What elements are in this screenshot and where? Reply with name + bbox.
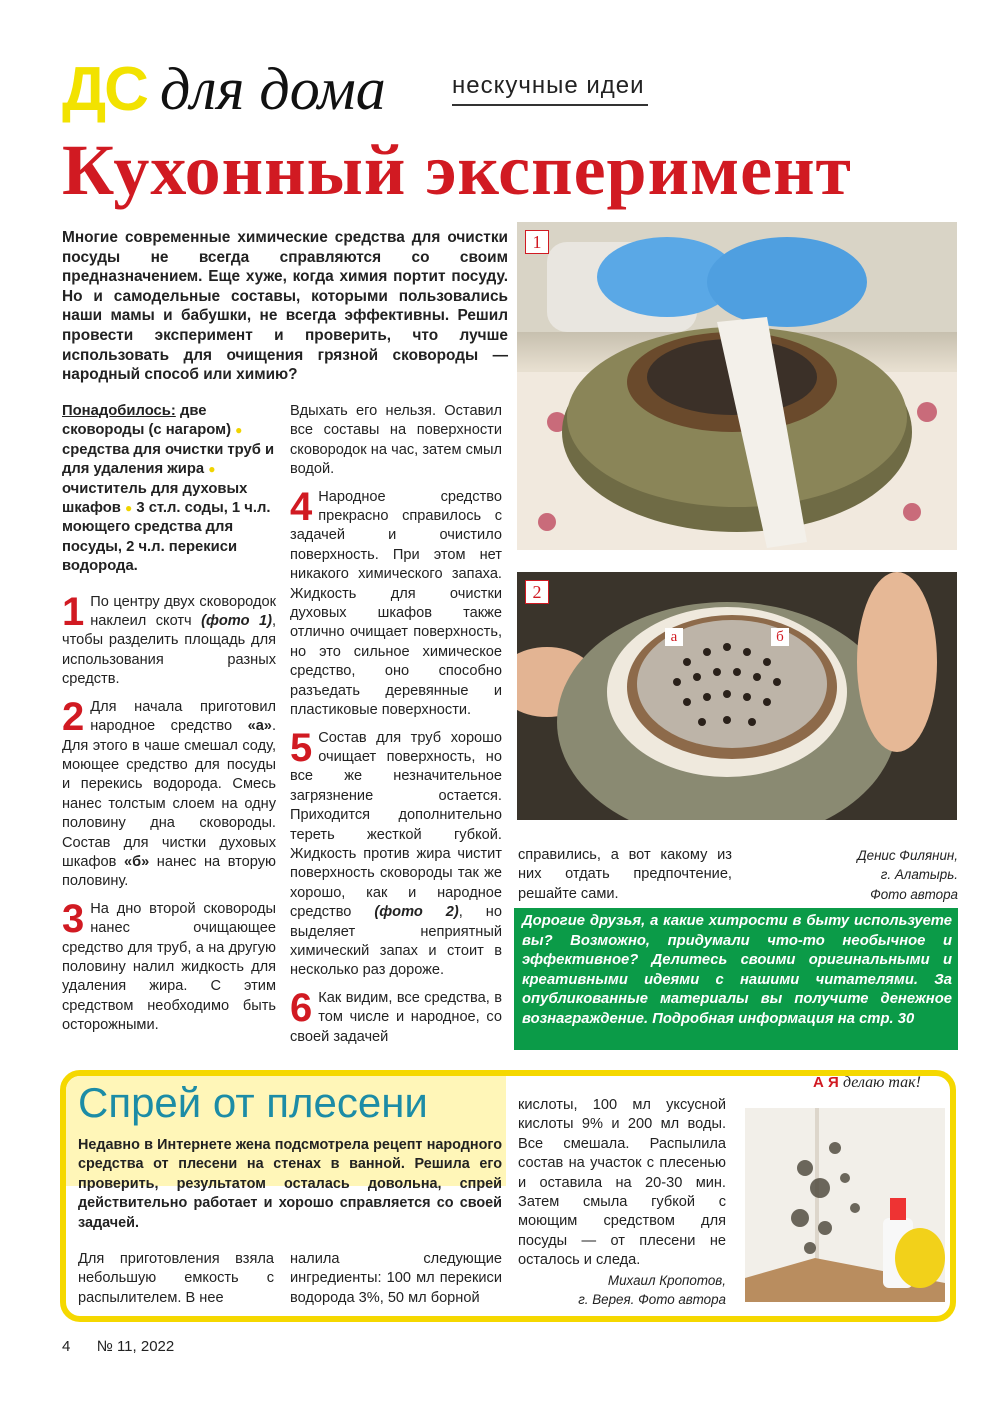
column-intro: Вдыхать его нельзя. Оставил все составы на поверхности сковородок на час, затем смыл водой.: [290, 403, 502, 478]
zone-label-a: а: [665, 628, 683, 646]
step-number: 1: [62, 589, 85, 634]
step-4: [290, 484, 502, 721]
step-text: На дно второй сковороды нанес очищающее средство для труб, а на другую половину налил жидкость для удаления жира. С этим средством необходимо быть осторожными.: [62, 900, 276, 1034]
photo-ref: (фото 2): [374, 904, 459, 921]
sidebar-article-title: Спрей от плесени: [78, 1079, 428, 1126]
step-number: 5: [290, 725, 313, 770]
step-text: , но выделяет неприятный химический запах и стоит в несколько раз дороже.: [290, 904, 502, 979]
step-number: 4: [290, 484, 313, 529]
step-3: [62, 896, 276, 1036]
mold-illustration: [745, 1108, 945, 1302]
bullet-icon: ●: [235, 423, 243, 438]
author-name: Михаил Кропотов,: [607, 1273, 726, 1288]
step-2: [62, 694, 276, 892]
promo-text: Дорогие друзья, а какие хитрости в быту используете вы? Возможно, придумали что-то необычное и эффективное? Делитесь своими оригинальными и креативными идеями с нашими читателями. За опубликованные материалы вы получите денежное вознаграждение. Подробная информация на стр. 30: [522, 913, 952, 1027]
section-tag-bold: А Я: [813, 1074, 839, 1091]
pan-illustration: [517, 222, 957, 550]
step-number: 6: [290, 985, 313, 1030]
author-credit: [830, 846, 958, 904]
bullet-icon: ●: [208, 462, 216, 477]
needed-item: средства для очистки труб и для удаления жира: [62, 441, 275, 478]
article-column-3: справились, а вот какому из них отдать предпочтение, решайте сами.: [518, 847, 732, 902]
article-lead: Многие современные химические средства для очистки посуды не всегда справляются со своим предназначением. Еще хуже, когда химия портит посуду. Но и самодельные составы, которыми пользовались наши мамы и бабушки, не всегда эффективны. Решил провести эксперимент и проверить, что лучше использовать для очищения грязной сковороды — народный способ или химию?: [62, 229, 508, 384]
rubric-title: для дома: [160, 56, 386, 122]
photo-credit: Фото автора: [870, 886, 958, 902]
needed-item: две сковороды (с нагаром): [62, 403, 232, 439]
issue-number: № 11, 2022: [96, 1338, 175, 1355]
rubric-underline: [452, 104, 648, 106]
agent-ref: «б»: [123, 853, 150, 870]
step-text: Народное средство прекрасно справилось с задачей и очистило поверхность. При этом нет никакого химического запаха. Жидкость для очистки духовых шкафов также отлично очищает поверхность, но это сильное химическое средство, оно способно разъедать деревянные и пластиковые поверхности.: [290, 488, 502, 719]
needed-item: 3 ст.л. соды, 1 ч.л. моющего средства для посуды, 2 ч.л. перекиси водорода.: [62, 500, 271, 575]
photo-number: 2: [525, 580, 549, 604]
photo-mold-wall: [745, 1108, 945, 1302]
step-text: По центру двух сковородок наклеил скотч: [90, 593, 276, 630]
step-6: [290, 985, 502, 1047]
step-text: , чтобы разделить площадь для использования разных средств.: [62, 613, 277, 688]
brand-logo: ДС: [62, 55, 147, 124]
step-5: [290, 725, 502, 981]
author-city: г. Верея. Фото автора: [578, 1292, 726, 1308]
section-tag-rest: делаю так!: [842, 1074, 921, 1091]
section-tag: [813, 1074, 921, 1092]
photo-pan-tape: [517, 222, 957, 550]
step-1: [62, 589, 277, 690]
needed-item: очиститель для духовых шкафов: [62, 480, 248, 517]
step-text: Как видим, все средства, в том числе и народное, со своей задачей: [290, 989, 502, 1045]
step-text: . Для этого в чаше смешал соду, моющее средство для посуды и перекись водорода. Смесь нанес толстым слоем на одну половину дна сковороды. Состав для чистки духовых шкафов: [62, 718, 276, 870]
author-city: г. Алатырь.: [880, 867, 958, 883]
sidebar-column-1: Для приготовления взяла небольшую емкость с распылителем. В нее: [78, 1251, 274, 1306]
reader-promo-box: [514, 908, 958, 1050]
photo-ref: (фото 1): [201, 613, 272, 630]
rubric-subtitle: нескучные идеи: [452, 72, 645, 99]
page-number: 4: [62, 1338, 71, 1355]
step-number: 2: [62, 694, 85, 739]
author-name: Денис Филянин,: [857, 848, 958, 863]
step-text: нанес на вторую половину.: [62, 853, 276, 890]
needed-list: [62, 402, 276, 577]
sidebar-author-credit: [540, 1271, 726, 1310]
needed-label: Понадобилось:: [62, 403, 176, 419]
sidebar-article-lead: Недавно в Интернете жена подсмотрела рецепт народного средства от плесени на стенах в ванной. Решила его проверить, результатом осталась довольна, спрей действительно работает и хорошо справляется со своей задачей.: [78, 1137, 502, 1231]
step-text: Состав для труб хорошо очищает поверхность, но все же незначительное загрязнение остается. Приходится дополнительно тереть жесткой губкой. Жидкость против жира чистит поверхность сковороды так же хорошо, как и народное средство: [290, 729, 502, 921]
page-footer: [62, 1338, 174, 1355]
sidebar-column-2: налила следующие ингредиенты: 100 мл перекиси водорода 3%, 50 мл борной: [290, 1251, 502, 1306]
zone-label-b: б: [771, 628, 789, 646]
step-text: Для начала приготовил народное средство: [90, 698, 276, 735]
bullet-icon: ●: [124, 501, 133, 516]
agent-ref: «а»: [247, 718, 272, 735]
article-column-2: [290, 402, 502, 1047]
article-column-1: [62, 402, 276, 1036]
photo-pan-result: [517, 572, 957, 820]
photo-number: 1: [525, 230, 549, 254]
sidebar-column-3: кислоты, 100 мл уксусной кислоты 9% и 200 мл воды. Все смешала. Распылила состав на участок с плесенью и оставила на 20-30 мин. Затем смыла губкой с моющим средством для посуды — от плесени не осталось и следа.: [518, 1097, 726, 1269]
pan-result-illustration: [517, 572, 957, 820]
step-number: 3: [62, 896, 85, 941]
article-title: Кухонный эксперимент: [62, 130, 852, 210]
